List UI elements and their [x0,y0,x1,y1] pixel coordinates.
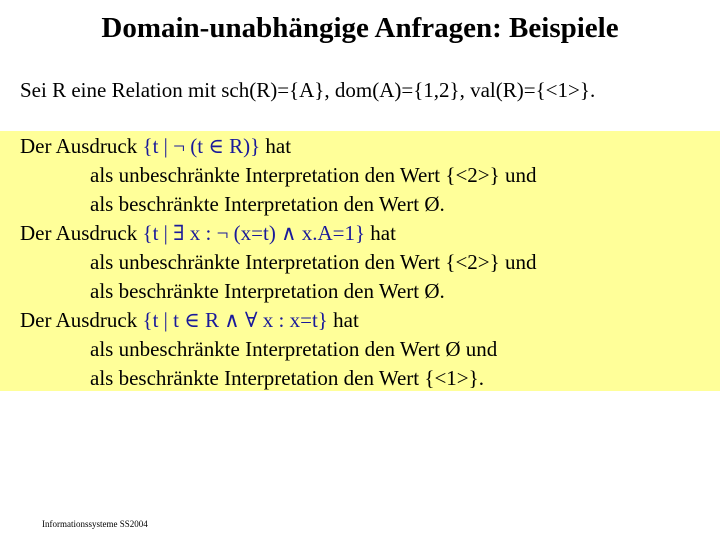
example-2-prefix: Der Ausdruck [20,221,143,245]
example-2-statement [20,219,396,248]
example-2-expression: {t | ∃ x : ¬ (x=t) ∧ x.A=1} [142,221,366,245]
example-3-statement [20,306,359,335]
example-3-unrestricted: als unbeschränkte Interpretation den Wert Ø und [90,337,498,361]
example-2-restricted: als beschränkte Interpretation den Wert Ø. [90,279,445,303]
slide-title: Domain-unabhängige Anfragen: Beispiele [101,12,619,44]
footer-course-label: Informationssysteme SS2004 [42,519,148,529]
example-2-suffix: hat [365,221,396,245]
example-3-restricted: als beschränkte Interpretation den Wert {<1>}. [90,366,484,390]
intro-text: Sei R eine Relation mit sch(R)={A}, dom(A)={1,2}, val(R)={<1>}. [20,78,596,102]
example-3-prefix: Der Ausdruck [20,308,143,332]
example-2-unrestricted: als unbeschränkte Interpretation den Wert {<2>} und [90,250,537,274]
example-1-suffix: hat [260,134,292,158]
example-3-expression: {t | t ∈ R ∧ ∀ x : x=t} [142,308,328,332]
examples-highlight-box [0,131,720,391]
example-1-restricted: als beschränkte Interpretation den Wert Ø. [90,192,445,216]
example-1-statement [20,132,291,161]
example-1-unrestricted: als unbeschränkte Interpretation den Wert {<2>} und [90,163,537,187]
example-1-prefix: Der Ausdruck [20,134,143,158]
example-3-suffix: hat [327,308,359,332]
example-1-expression: {t | ¬ (t ∈ R)} [142,134,261,158]
